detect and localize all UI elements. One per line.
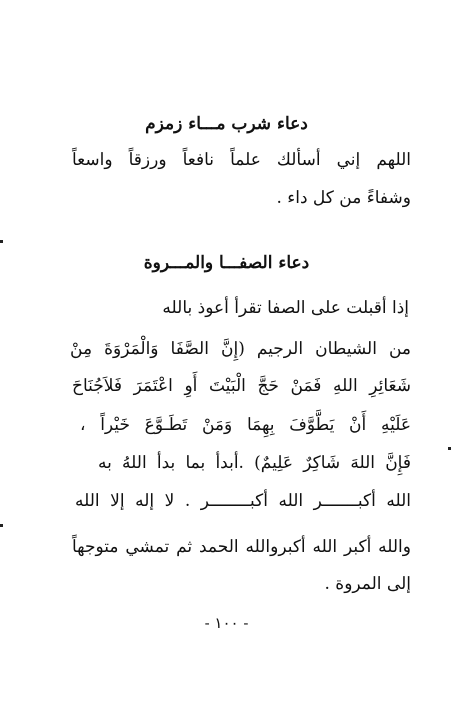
safa-marwa-line-6: الله أكبـــــــر الله أكبــــــــر . لا إله إلا الله [75,491,411,511]
safa-marwa-line-2: من الشيطان الرجيم (إِنَّ الصَّفَا وَالْمَرْوَةَ مِنْ [70,339,411,359]
page-number: - ١٠٠ - [204,614,249,632]
margin-speck [0,240,3,243]
heading-zamzam-prayer: دعاء شرب مـــاء زمزم [145,114,308,134]
safa-marwa-line-3: شَعَائِرِ اللهِ فَمَنْ حَجَّ الْبَيْتَ أَوِ اعْتَمَرَ فَلاَجُنَاحَ [72,376,411,396]
margin-speck [0,524,3,527]
safa-marwa-line-7: والله أكبر الله أكبروالله الحمد ثم تمشي متوجهاً [72,537,411,557]
margin-speck [448,447,451,450]
heading-safa-marwa-prayer: دعاء الصفـــا والمـــروة [143,253,310,273]
safa-marwa-line-1: إذا أقبلت على الصفا تقرأ أعوذ بالله [162,298,409,318]
safa-marwa-line-8: إلى المروة . [324,574,411,594]
zamzam-prayer-line-2: وشفاءً من كل داء . [276,188,411,208]
safa-marwa-line-5: فَإِنَّ اللهَ شَاكِرٌ عَلِيمٌ) .أبدأ بما بدأ اللهُ به [98,453,411,473]
safa-marwa-line-4: عَلَيْهِ أَنْ يَطَّوَّفَ بِهِمَا وَمَنْ تَطَـوَّعَ خَيْراً ، [80,415,411,435]
zamzam-prayer-line-1: اللهم إني أسألك علماً نافعاً ورزقاً واسعاً [72,150,411,170]
